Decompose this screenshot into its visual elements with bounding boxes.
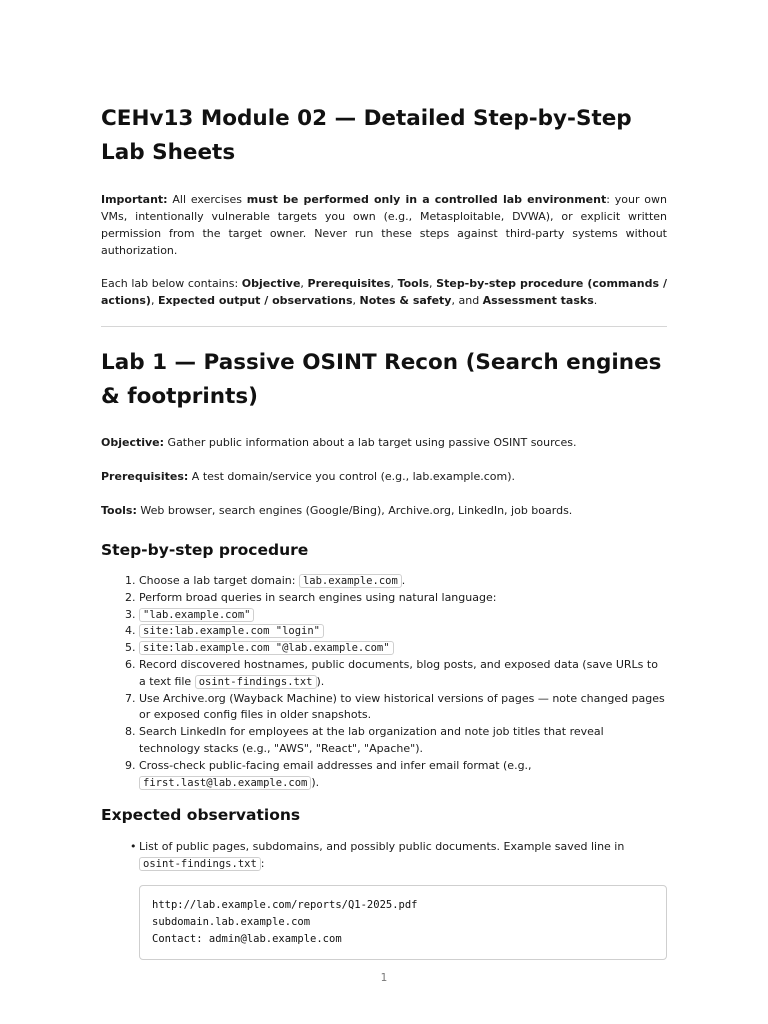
step-2 [139, 590, 667, 607]
expected-item [130, 838, 667, 873]
inline-code: osint-findings.txt [195, 675, 317, 689]
tools-label: Tools: [101, 504, 137, 517]
inline-code: lab.example.com [299, 574, 402, 588]
objective-text: Gather public information about a lab target using passive OSINT sources. [164, 436, 577, 449]
important-bold: must be performed only in a controlled lab environment [246, 193, 607, 206]
procedure-heading: Step-by-step procedure [101, 541, 309, 559]
page-title: CEHv13 Module 02 — Detailed Step-by-Step Lab Sheets [101, 106, 632, 165]
expected-text: List of public pages, subdomains, and possibly public documents. Example saved line in [139, 840, 625, 854]
page-number: 1 [380, 972, 388, 984]
contains-text: Each lab below contains: [101, 277, 242, 290]
step-text: Use Archive.org (Wayback Machine) to view historical versions of pages — note changed pages or exposed config files in older snapshots. [139, 691, 665, 722]
inline-code: osint-findings.txt [139, 857, 261, 871]
contains-assessment: Assessment tasks [482, 294, 594, 307]
step-9 [139, 758, 667, 792]
contains-prereq: Prerequisites [307, 277, 391, 290]
sep: , [300, 277, 308, 290]
inline-code: site:lab.example.com "@lab.example.com" [139, 641, 394, 655]
step-text: ). [311, 775, 320, 789]
expected-heading: Expected observations [101, 806, 301, 825]
lab1-prerequisites [101, 468, 667, 485]
sep: , [429, 277, 437, 290]
step-text: Cross-check public-facing email addresses and infer email format (e.g., [139, 758, 532, 772]
sep: , and [451, 294, 483, 307]
contains-tools: Tools [397, 277, 430, 290]
step-8 [139, 724, 667, 758]
objective-label: Objective: [101, 436, 165, 449]
section-divider [101, 326, 667, 327]
tools-text: Web browser, search engines (Google/Bing), Archive.org, LinkedIn, job boards. [136, 504, 573, 517]
expected-list [101, 838, 667, 873]
step-text: ). [316, 674, 325, 688]
prereq-text: A test domain/service you control (e.g., lab.example.com). [188, 470, 515, 483]
step-text: Search LinkedIn for employees at the lab organization and note job titles that reveal technology stacks (e.g., "AWS", "React", "Apache"). [139, 725, 604, 755]
prereq-label: Prerequisites: [101, 470, 189, 483]
sep: , [352, 294, 360, 307]
inline-code: first.last@lab.example.com [139, 776, 311, 790]
sep: , [150, 294, 158, 307]
step-text: . [401, 574, 406, 587]
step-text: Perform broad queries in search engines using natural language: [139, 590, 497, 604]
step-text: Record discovered hostnames, public documents, blog posts, and exposed data (save URLs to a text file [139, 657, 658, 688]
inline-code: site:lab.example.com "login" [139, 624, 324, 638]
step-4 [139, 623, 667, 640]
step-5 [139, 640, 667, 657]
lab1-tools [101, 502, 667, 519]
step-6 [139, 657, 667, 691]
contains-objective: Objective [241, 277, 301, 290]
step-text: Choose a lab target domain: [139, 574, 299, 587]
code-block: http://lab.example.com/reports/Q1-2025.pdf subdomain.lab.example.com Contact: admin@lab.example.com [139, 885, 667, 960]
lab1-objective [101, 434, 667, 451]
step-7 [139, 691, 667, 725]
contains-procedure: Step-by-step procedure (commands / actions) [101, 277, 668, 307]
document-page [101, 0, 667, 960]
step-1 [139, 573, 667, 590]
contains-notes: Notes & safety [359, 294, 452, 307]
lab1-title: Lab 1 — Passive OSINT Recon (Search engines & footprints) [101, 350, 662, 409]
sep: . [593, 294, 598, 307]
step-3 [139, 607, 667, 624]
important-label: Important: [101, 193, 168, 206]
contains-paragraph [101, 275, 667, 309]
important-text-1: All exercises [167, 193, 247, 206]
inline-code: "lab.example.com" [139, 608, 254, 622]
procedure-steps [101, 573, 667, 791]
bullet: • [130, 840, 137, 854]
sep: , [390, 277, 398, 290]
important-text-2: : your own VMs, intentionally vulnerable targets you own (e.g., Metasploitable, DVWA), or explicit written permission from the target owner. Never run these steps against third-party systems without authorization. [101, 193, 667, 257]
important-paragraph [101, 191, 667, 259]
contains-expected: Expected output / observations [157, 294, 353, 307]
expected-text: : [260, 857, 265, 871]
